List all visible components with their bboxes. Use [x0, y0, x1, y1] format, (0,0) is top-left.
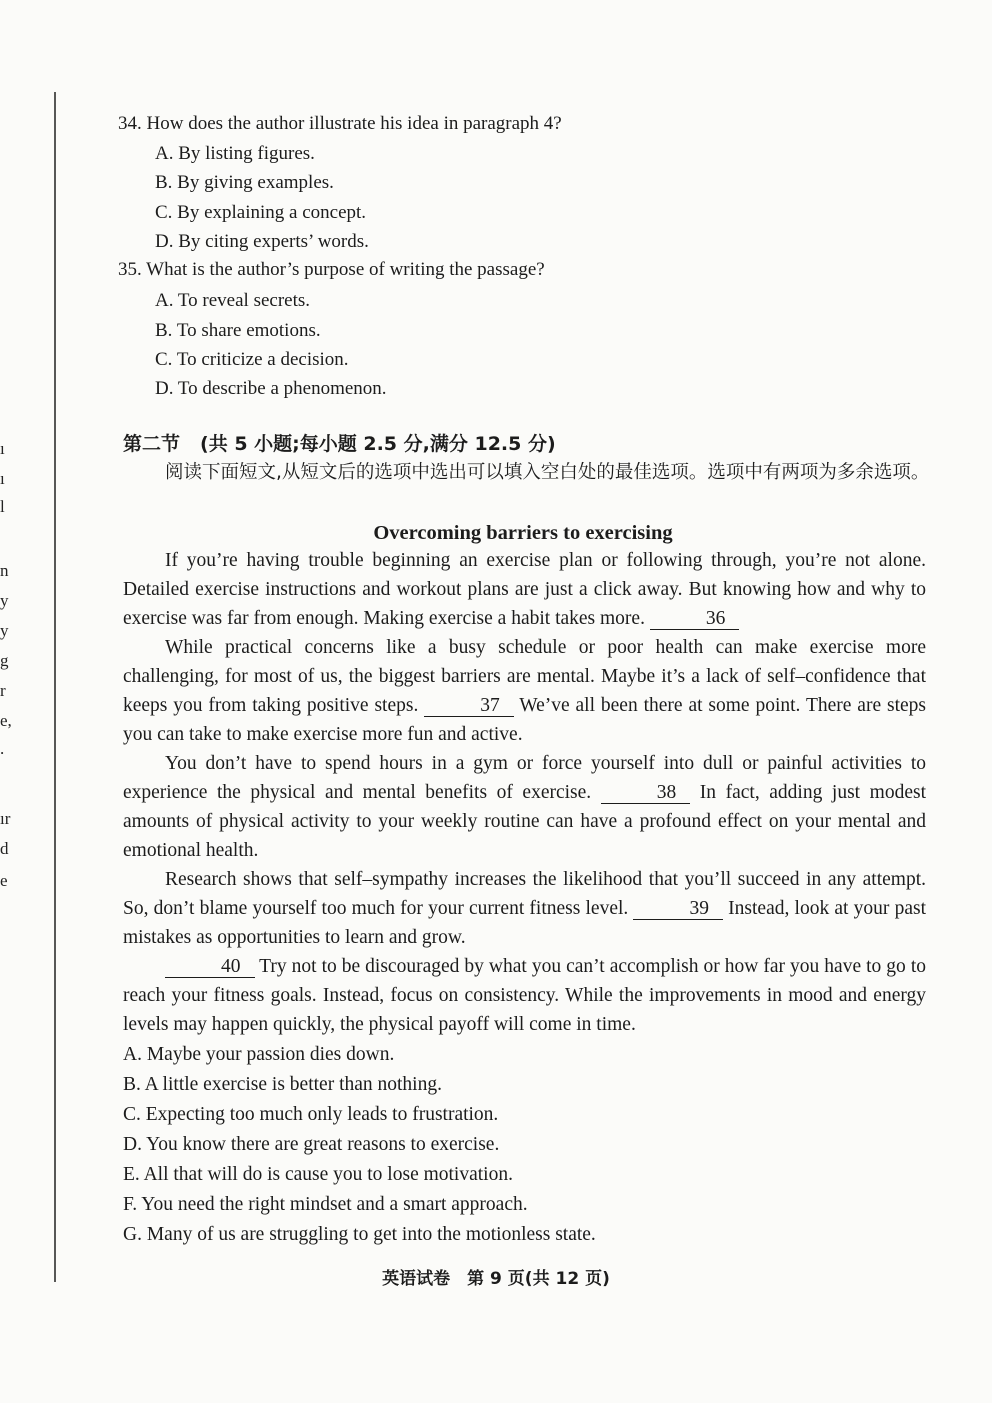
passage-title: Overcoming barriers to exercising	[373, 522, 673, 544]
choice-g: G. Many of us are struggling to get into the motionless state.	[123, 1224, 596, 1245]
passage-paragraph	[123, 633, 926, 749]
question-35-option-b: B. To share emotions.	[155, 320, 321, 341]
answer-blank-37: 37	[424, 696, 514, 717]
question-34-option-c: C. By explaining a concept.	[155, 202, 367, 223]
passage-paragraph	[123, 952, 926, 1039]
section-heading	[123, 432, 556, 456]
section-points: (共 5 小题;每小题 2.5 分,满分 12.5 分)	[200, 433, 556, 455]
answer-blank-38: 38	[601, 783, 691, 804]
question-34-option-d: D. By citing experts’ words.	[155, 231, 369, 252]
choice-e: E. All that will do is cause you to lose motivation.	[123, 1164, 513, 1185]
page-footer: 英语试卷 第 9 页(共 12 页)	[382, 1269, 610, 1289]
question-34-option-a: A. By listing figures.	[155, 143, 315, 164]
answer-choices	[123, 1040, 596, 1250]
paragraph-text: We’ve all been there at some point. There are steps you can take to make exercise more fun and active.	[123, 695, 926, 745]
passage-paragraph	[123, 546, 926, 633]
choice-c: C. Expecting too much only leads to frustration.	[123, 1104, 499, 1125]
section-title: 第二节	[123, 433, 181, 455]
passage-paragraph	[123, 749, 926, 865]
choice-b: B. A little exercise is better than nothing.	[123, 1074, 442, 1095]
passage-body	[123, 546, 926, 1039]
edge-mark: e	[0, 871, 8, 890]
edge-mark: ı	[0, 469, 5, 488]
edge-mark: y	[0, 591, 9, 610]
edge-mark: r	[0, 681, 6, 700]
paragraph-text: Try not to be discouraged by what you can’t accomplish or how far you have to go to reach your fitness goals. Instead, focus on consistency. While the improvements in mood and energy levels may happen quickly, the physical payoff will come in time.	[123, 956, 926, 1035]
edge-mark: l	[0, 497, 5, 516]
answer-blank-36: 36	[650, 609, 740, 630]
choice-a: A. Maybe your passion dies down.	[123, 1044, 395, 1065]
question-35-option-d: D. To describe a phenomenon.	[155, 378, 387, 399]
binding-margin-line	[54, 92, 56, 1282]
paragraph-text: If you’re having trouble beginning an exercise plan or following through, you’re not alone. Detailed exercise instructions and workout plans are just a click away. But knowing how and why to exercise was far from enough. Making exercise a habit takes more.	[123, 550, 926, 629]
edge-mark: ır	[0, 809, 11, 828]
edge-mark: g	[0, 651, 9, 670]
edge-mark: .	[0, 739, 5, 758]
question-34-option-b: B. By giving examples.	[155, 172, 334, 193]
section-instructions: 阅读下面短文,从短文后的选项中选出可以填入空白处的最佳选项。选项中有两项为多余选项。	[165, 462, 930, 483]
paragraph-text: You don’t have to spend hours in a gym or force yourself into dull or painful activities to experience the physical and mental benefits of exercise.	[123, 753, 926, 803]
edge-mark: y	[0, 621, 9, 640]
answer-blank-39: 39	[633, 899, 723, 920]
edge-mark: n	[0, 561, 9, 580]
paragraph-text: Instead, look at your past mistakes as opportunities to learn and grow.	[123, 898, 926, 948]
question-35-option-c: C. To criticize a decision.	[155, 349, 349, 370]
paragraph-text: Research shows that self–sympathy increases the likelihood that you’ll succeed in any attempt. So, don’t blame yourself too much for your current fitness level.	[123, 869, 926, 919]
question-34-stem: 34. How does the author illustrate his idea in paragraph 4?	[118, 113, 562, 134]
question-35-stem: 35. What is the author’s purpose of writing the passage?	[118, 259, 545, 280]
answer-blank-40: 40	[165, 957, 255, 978]
passage-paragraph	[123, 865, 926, 952]
edge-mark: e,	[0, 711, 12, 730]
paragraph-text: While practical concerns like a busy schedule or poor health can make exercise more challenging, for most of us, the biggest barriers are mental. Maybe it’s a lack of self–confidence that keeps you from taking positive steps.	[123, 637, 926, 716]
question-35-option-a: A. To reveal secrets.	[155, 290, 311, 311]
choice-f: F. You need the right mindset and a smart approach.	[123, 1194, 528, 1215]
edge-mark: ı	[0, 439, 5, 458]
paragraph-text: In fact, adding just modest amounts of physical activity to your weekly routine can have a profound effect on your mental and emotional health.	[123, 782, 926, 861]
edge-mark: d	[0, 839, 9, 858]
choice-d: D. You know there are great reasons to exercise.	[123, 1134, 500, 1155]
